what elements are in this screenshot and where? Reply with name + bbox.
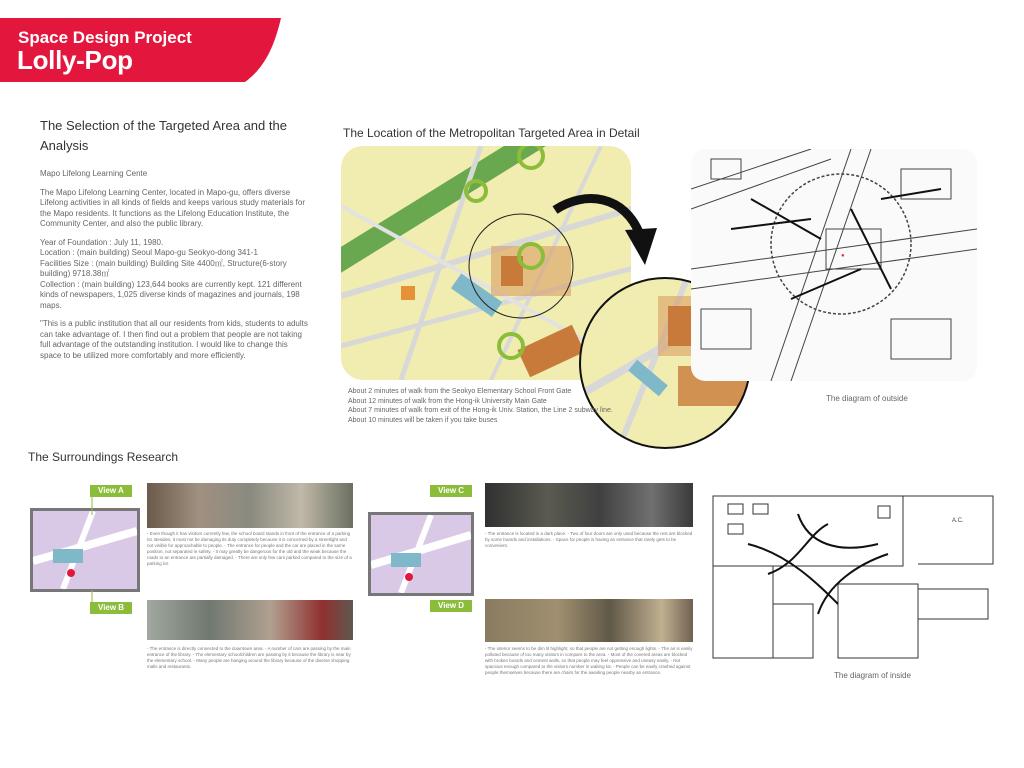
fact-location: Location : (main building) Seoul Mapo-gu Seokyo-dong 341-1 [40, 248, 258, 257]
view-c-label: View C [430, 485, 472, 497]
project-title: Lolly-Pop [17, 45, 133, 75]
note-1: About 2 minutes of walk from the Seokyo Elementary School Front Gate [348, 388, 572, 395]
text-view-d: - The interior seems to be dim lit highlight, so that people are not getting enough lights. - The air is easily polluted because of too many visitors in compare to the area. - Most of the covered areas are blocked with broken boards and cement walls, so that people may feel oppressive and uneasy easily. - Not spacious enough compared to the visitors number in waiting lot. - People can be easily crashed against people themselves because there are chairs for the awaiting people nearby an entrance. [485, 646, 693, 675]
mini-map-cd [368, 512, 474, 596]
view-d-label: View D [430, 600, 472, 612]
outside-red-mark: ● [841, 253, 845, 259]
text-view-c: - The entrance is located in a dark place. - Two of four doors are only used because the rest are blocked by some boards and installations. - Space for people is having an entrance that rarely gets to be convenient. [485, 531, 693, 548]
title-banner [0, 18, 281, 82]
left-text-block [40, 169, 310, 369]
note-3: About 7 minutes of walk from exit of the Hong-ik Univ. Station, the Line 2 subway line. [348, 407, 613, 414]
section-title-selection: The Selection of the Targeted Area and the Analysis [40, 118, 287, 153]
caption-inside: The diagram of inside [834, 671, 911, 680]
diagram-outside [691, 149, 977, 381]
view-leader-lines-ab [68, 495, 148, 615]
quote-text: "This is a public institution that all our residents from kids, students to adults can take advantage of. I then find out a problem that people are not taking full advantage of the outstanding institution. I would like to change this space to be utilized more comfortably and more efficiently. [40, 319, 308, 360]
section-title-surroundings: The Surroundings Research [28, 450, 179, 464]
project-label: Space Design Project [18, 28, 192, 47]
photo-view-b [147, 600, 353, 640]
diagram-inside [708, 494, 994, 660]
room-ac-label: A.C. [952, 518, 964, 524]
fact-foundation: Year of Foundation : July 11, 1980. [40, 237, 164, 247]
subtitle-mapo: Mapo Lifelong Learning Cente [40, 169, 148, 178]
outside-sketch [691, 149, 977, 381]
fact-collection: Collection : (main building) 123,644 books are currently kept. 121 different kinds of newspapers, 1,025 diverse kinds of magazines and journals, 198 maps. [40, 279, 302, 310]
location-notes [348, 387, 618, 425]
text-view-a: - Even though it has visitors currently few, the school board stands in front of the entrance of a parking lot. Besides, it must not be damaging its duty completely because it is concerned by a streetlight and not visible for approachable to people. - The entrance for people and the car are placed in the same position, not separated in safety. - It may greatly be dangerous for the old and the weak because the roads to an entrance are partially damaged. - There are only few cars parked compared to the size of a parking lot. [147, 531, 352, 566]
para-intro: The Mapo Lifelong Learning Center, located in Mapo-gu, offers diverse Lifelong activities in all kinds of fields and keeps various study materials for the Mapo residents. It functions as the Lifelong Education Institute, the Community Center, and also the public library. [40, 187, 306, 228]
view-b-label: View B [90, 602, 132, 614]
note-2: About 12 minutes of walk from the Hong-ik University Main Gate [348, 397, 547, 405]
photo-view-c [485, 483, 693, 527]
fact-facilities: Facilities Size : (main building) Building Site 4400㎡, Structure(6-story building) 9718.38㎡ [40, 258, 287, 278]
section-title-location: The Location of the Metropolitan Targeted Area in Detail [343, 126, 640, 140]
zoom-arrow [545, 190, 665, 280]
text-view-b: - The entrance is directly connected to the downtown area. - A number of cars are passing by the main entrance of the library. - The elementary schoolchildren are passing by it because the library is near by the elementary school. - Many people are hanging around the library because of the diverse shopping malls and restaurants. [147, 646, 351, 669]
photo-view-a [147, 483, 353, 528]
view-a-label: View A [90, 485, 132, 497]
caption-outside: The diagram of outside [826, 394, 908, 403]
note-4: About 10 minutes will be taken if you take buses [348, 416, 498, 424]
photo-view-d [485, 599, 693, 642]
